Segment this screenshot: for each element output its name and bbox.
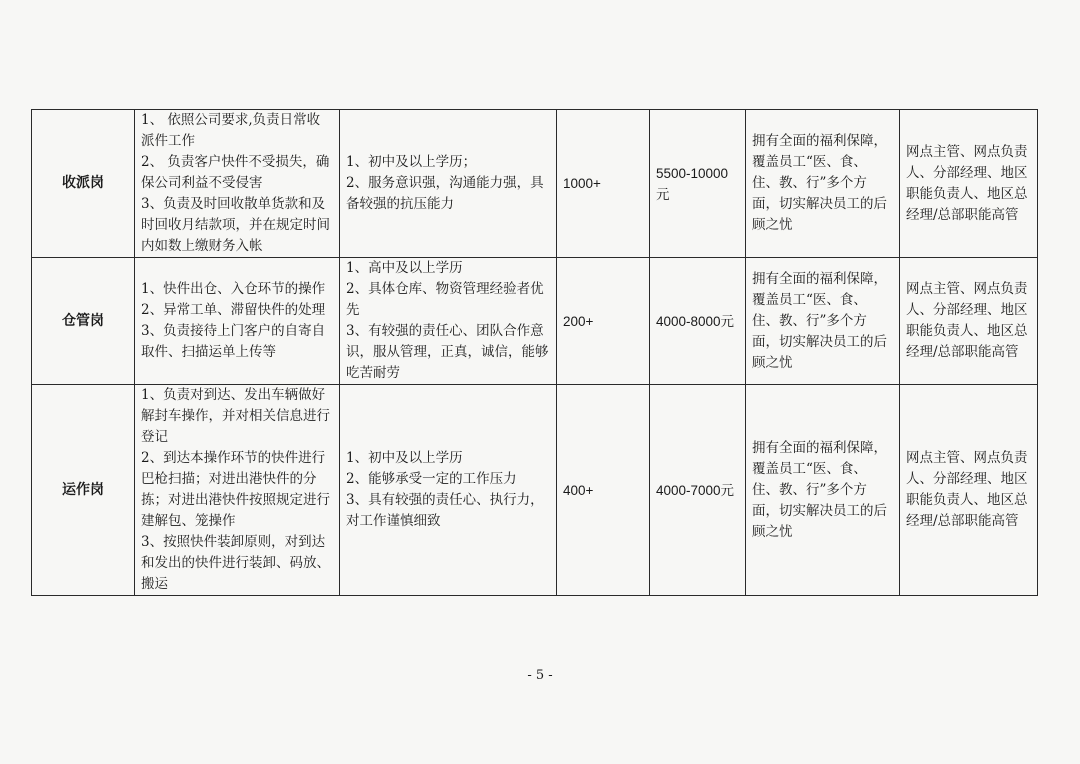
requirement-line: 3、有较强的责任心、团队合作意识，服从管理，正真，诚信，能够吃苦耐劳: [346, 323, 549, 381]
headcount-cell: 400+: [557, 385, 650, 596]
requirement-line: 2、能够承受一定的工作压力: [346, 471, 517, 487]
duty-line: 3、负责及时回收散单货款和及时回收月结款项，并在规定时间内如数上缴财务入帐: [141, 196, 330, 254]
benefits-cell: 拥有全面的福利保障，覆盖员工“医、食、住、教、行”多个方面，切实解决员工的后顾之忧: [746, 385, 900, 596]
job-table: [31, 109, 1038, 596]
table-row: [32, 385, 1038, 596]
duty-line: 1、 依照公司要求,负责日常收派件工作: [141, 112, 321, 149]
duties-cell: [135, 258, 340, 385]
benefits-cell: 拥有全面的福利保障，覆盖员工“医、食、住、教、行”多个方面，切实解决员工的后顾之忧: [746, 110, 900, 258]
requirement-line: 1、高中及以上学历: [346, 260, 463, 276]
requirement-line: 3、具有较强的责任心、执行力，对工作谨慎细致: [346, 492, 544, 529]
position-cell: 仓管岗: [32, 258, 135, 385]
page-number: - 5 -: [527, 668, 553, 683]
headcount-cell: 200+: [557, 258, 650, 385]
career-path-cell: 网点主管、网点负责人、分部经理、地区职能负责人、地区总经理/总部职能高管: [900, 110, 1038, 258]
requirements-cell: [340, 385, 557, 596]
salary-cell: 4000-7000元: [650, 385, 746, 596]
duty-line: 1、负责对到达、发出车辆做好解封车操作，并对相关信息进行登记: [141, 387, 330, 445]
duty-line: 2、异常工单、滞留快件的处理: [141, 302, 326, 318]
table-row: [32, 258, 1038, 385]
requirements-cell: [340, 258, 557, 385]
duty-line: 3、按照快件装卸原则，对到达和发出的快件进行装卸、码放、搬运: [141, 534, 330, 592]
duties-cell: [135, 110, 340, 258]
duty-line: 2、 负责客户快件不受损失，确保公司利益不受侵害: [141, 154, 330, 191]
table-row: [32, 110, 1038, 258]
salary-cell: 5500-10000元: [650, 110, 746, 258]
requirement-line: 1、初中及以上学历；: [346, 154, 477, 170]
career-path-cell: 网点主管、网点负责人、分部经理、地区职能负责人、地区总经理/总部职能高管: [900, 258, 1038, 385]
duty-line: 1、快件出仓、入仓环节的操作: [141, 281, 326, 297]
position-cell: 收派岗: [32, 110, 135, 258]
duties-cell: [135, 385, 340, 596]
requirement-line: 1、初中及以上学历: [346, 450, 463, 466]
duty-line: 3、负责接待上门客户的自寄自取件、扫描运单上传等: [141, 323, 326, 360]
salary-cell: 4000-8000元: [650, 258, 746, 385]
headcount-cell: 1000+: [557, 110, 650, 258]
benefits-cell: 拥有全面的福利保障，覆盖员工“医、食、住、教、行”多个方面，切实解决员工的后顾之忧: [746, 258, 900, 385]
requirements-cell: [340, 110, 557, 258]
position-cell: 运作岗: [32, 385, 135, 596]
requirement-line: 2、服务意识强，沟通能力强，具备较强的抗压能力: [346, 175, 544, 212]
duty-line: 2、到达本操作环节的快件进行巴枪扫描；对进出港快件的分拣；对进出港快件按照规定进行建解包、笼操作: [141, 450, 330, 529]
career-path-cell: 网点主管、网点负责人、分部经理、地区职能负责人、地区总经理/总部职能高管: [900, 385, 1038, 596]
requirement-line: 2、具体仓库、物资管理经验者优先: [346, 281, 544, 318]
